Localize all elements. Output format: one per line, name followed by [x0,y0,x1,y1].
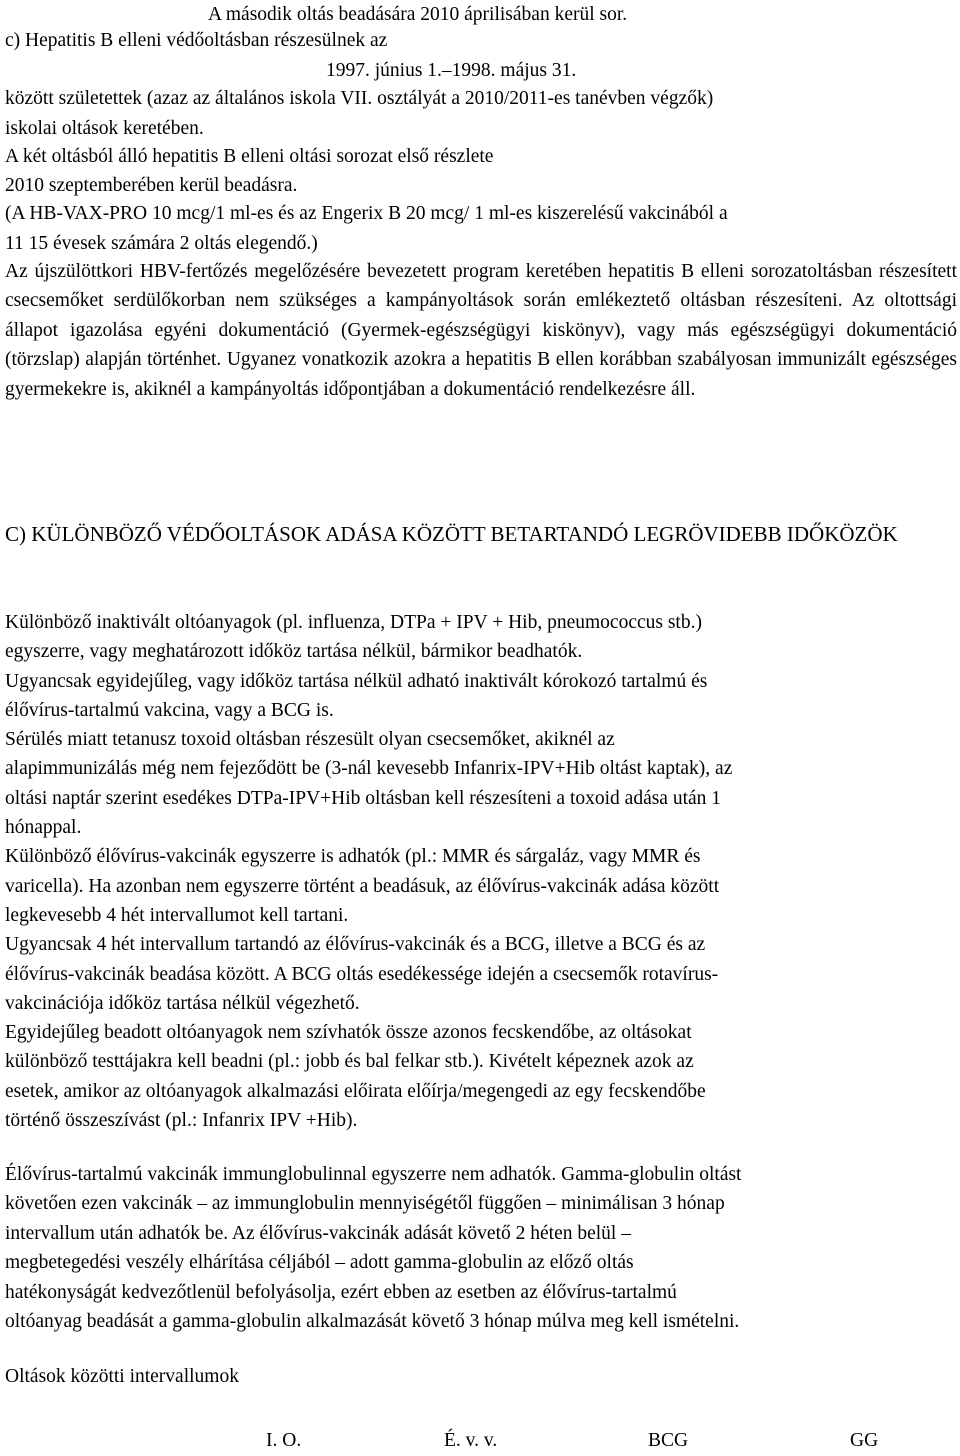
text-line: oltási naptár szerint esedékes DTPa-IPV+Hib oltásban kell részesíteni a toxoid adása után 1 [5,787,722,809]
text-line: 11 15 évesek számára 2 oltás elegendő.) [5,233,318,254]
hbv-paragraph: Az újszülöttkori HBV-fertőzés megelőzésére bevezetett program keretében hepatitis B elleni sorozatoltásban részesített csecsemőket serdülőkorban nem szükséges a kampányoltások során emlékeztető oltásban részesíteni. Az oltottsági állapot igazolása egyéni dokumentáció (Gyermek-egészségügyi kiskönyv), vagy más egészségügyi dokumentáció (törzslap) alapján történhet. Ugyanez vonatkozik azokra a hepatitis B ellen korábban szabályosan immunizált egészséges gyermekekre is, akiknél a kampányoltás időpontjában a dokumentáció rendelkezésre áll. [5,261,957,400]
intervals-title: Oltások közötti intervallumok [5,1366,239,1387]
text-line: c) Hepatitis B elleni védőoltásban részesülnek az [5,30,388,51]
text-line: megbetegedési veszély elhárítása céljából – adott gamma-globulin az előző oltás [5,1252,634,1274]
text-line: Ugyancsak 4 hét intervallum tartandó az élővírus-vakcinák és a BCG, illetve a BCG és az [5,934,706,956]
section-heading: C) KÜLÖNBÖZŐ VÉDŐOLTÁSOK ADÁSA KÖZÖTT BETARTANDÓ LEGRÖVIDEBB IDŐKÖZÖK [5,522,898,546]
section-body [5,608,957,1135]
text-line: Különböző inaktivált oltóanyagok (pl. influenza, DTPa + IPV + Hib, pneumococcus stb.) [5,612,702,633]
column-header: É. v. v. [444,1430,498,1451]
text-line: egyszerre, vagy meghatározott időköz tartása nélkül, bármikor beadhatók. [5,641,583,663]
text-line: A két oltásból álló hepatitis B elleni oltási sorozat első részlete [5,146,494,167]
text-line: Különböző élővírus-vakcinák egyszerre is adhatók (pl.: MMR és sárgaláz, vagy MMR és [5,846,701,868]
text-line: 1997. június 1.–1998. május 31. [326,60,577,81]
text-line: Élővírus-tartalmú vakcinák immunglobulinnal egyszerre nem adhatók. Gamma-globulin oltást [5,1164,742,1185]
text-line: (A HB-VAX-PRO 10 mcg/1 ml-es és az Engerix B 20 mcg/ 1 ml-es kiszerelésű vakcinából a [5,203,728,224]
column-header: BCG [648,1430,689,1451]
text-line: intervallum után adhatók be. Az élővírus-vakcinák adását követő 2 héten belül – [5,1222,631,1244]
live-vaccine-paragraph [5,1160,957,1336]
text-line: hatékonyságát kedvezőtlenül befolyásolja, ezért ebben az esetben az élővírus-tartalmú [5,1281,677,1303]
text-line: között születettek (azaz az általános iskola VII. osztályát a 2010/2011-es tanévben végzők) [5,88,714,109]
text-line: vakcinációja időköz tartása nélkül végezhető. [5,992,360,1014]
text-line: esetek, amikor az oltóanyagok alkalmazási előirata előírja/megengedi az egy fecskendőbe [5,1080,706,1102]
text-line: Sérülés miatt tetanusz toxoid oltásban részesült olyan csecsemőket, akiknél az [5,729,615,751]
text-line: hónappal. [5,817,82,839]
text-line: Egyidejűleg beadott oltóanyagok nem szívhatók össze azonos fecskendőbe, az oltásokat [5,1022,692,1044]
text-line: oltóanyag beadását a gamma-globulin alkalmazását követő 3 hónap múlva meg kell ismételni. [5,1311,740,1333]
column-header: GG [850,1430,879,1451]
text-line: történő összeszívást (pl.: Infanrix IPV +Hib). [5,1110,358,1132]
text-line: Ugyancsak egyidejűleg, vagy időköz tartása nélkül adható inaktivált kórokozó tartalmú és [5,670,708,692]
text-line: különböző testtájakra kell beadni (pl.: jobb és bal felkar stb.). Kivételt képeznek azok az [5,1051,694,1073]
text-line: iskolai oltások keretében. [5,118,204,139]
text-line: 2010 szeptemberében kerül beadásra. [5,175,298,196]
intervals-table-header [0,1426,960,1456]
text-line: legkevesebb 4 hét intervallumot kell tartani. [5,904,349,926]
text-line: élővírus-tartalmú vakcina, vagy a BCG is. [5,699,334,721]
text-line: alapimmunizálás még nem fejeződött be (3-nál kevesebb Infanrix-IPV+Hib oltást kaptak), az [5,758,733,780]
text-line: élővírus-vakcinák beadása között. A BCG oltás esedékessége idején a csecsemők rotavírus- [5,963,719,985]
text-line: A második oltás beadására 2010 áprilisában kerül sor. [208,4,628,25]
column-header: I. O. [266,1430,302,1451]
text-line: követően ezen vakcinák – az immunglobulin mennyiségétől függően – minimálisan 3 hónap [5,1193,725,1215]
text-line: varicella). Ha azonban nem egyszerre történt a beadásuk, az élővírus-vakcinák adása között [5,875,720,897]
